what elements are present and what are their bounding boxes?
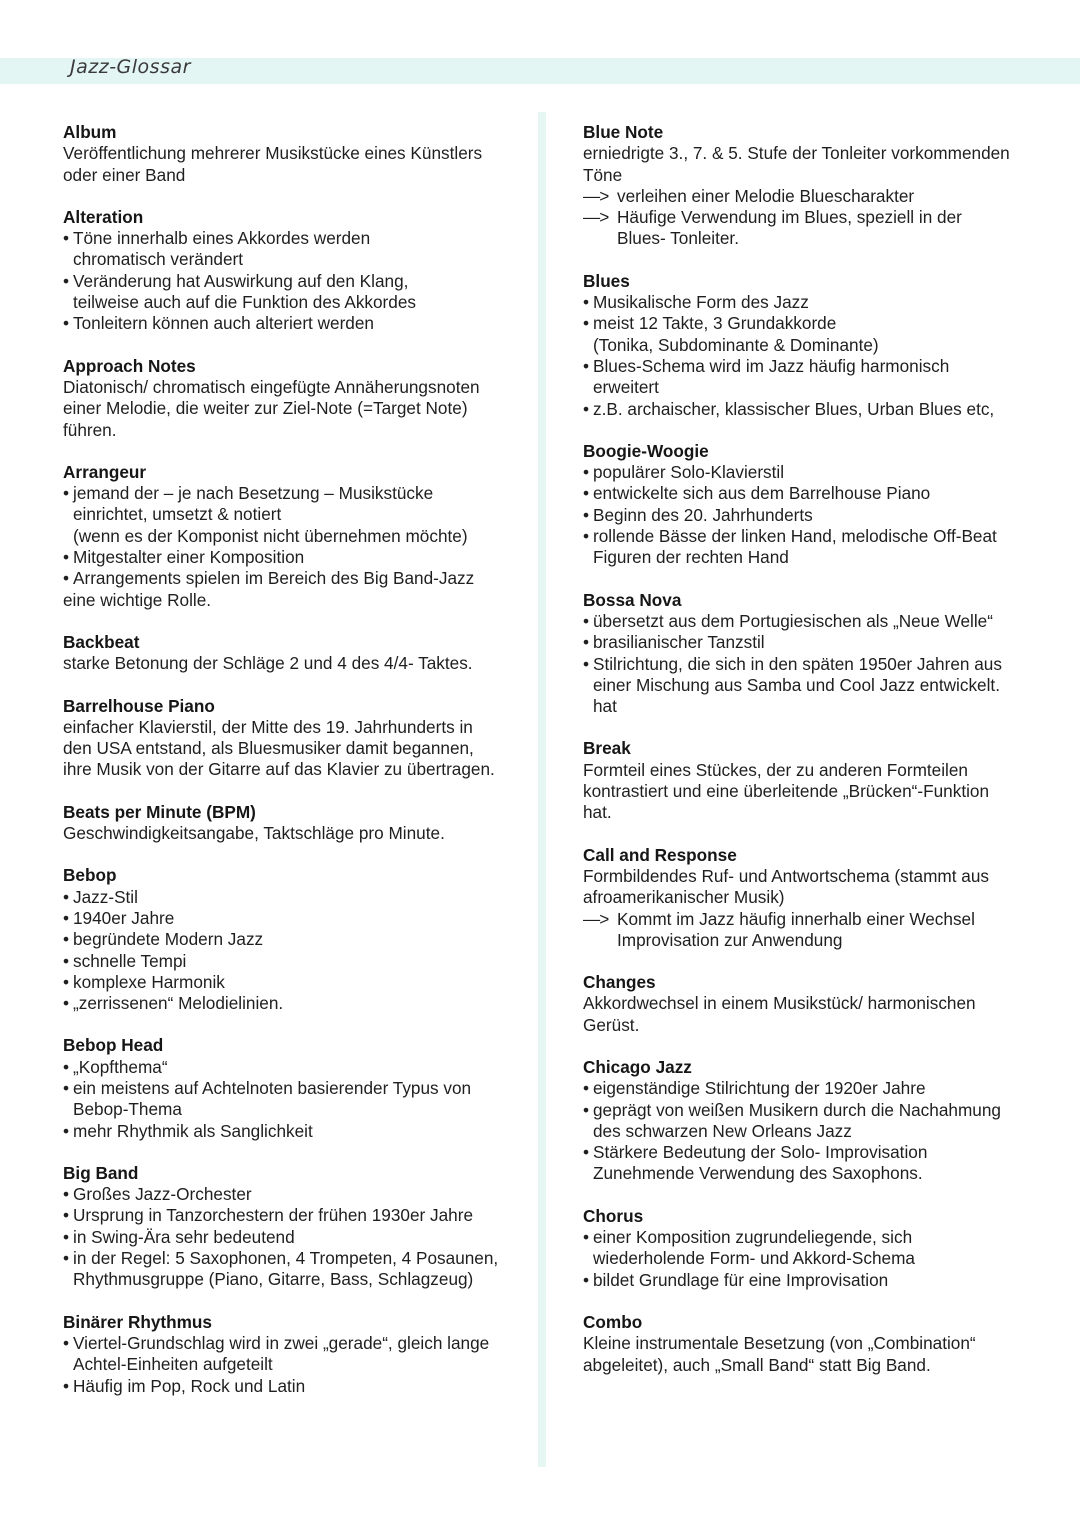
entry-text: abgeleitet), auch „Small Band“ statt Big Band. bbox=[583, 1354, 931, 1375]
entry-text: Veröffentlichung mehrerer Musikstücke eines Künstlers bbox=[63, 143, 483, 164]
arrow-continuation: Blues- Tonleiter. bbox=[617, 228, 739, 249]
entry-chorus bbox=[583, 1206, 1038, 1291]
entry-term: Binärer Rhythmus bbox=[63, 1311, 212, 1332]
entry-arrangeur bbox=[63, 462, 528, 611]
bullet-item: • Töne innerhalb eines Akkordes werden bbox=[63, 228, 528, 249]
column-divider bbox=[538, 112, 546, 1467]
entry-text: einer Melodie, die weiter zur Ziel-Note (=Target Note) bbox=[63, 398, 468, 419]
entry-term: Arrangeur bbox=[63, 461, 147, 482]
entry-term: Chorus bbox=[583, 1205, 644, 1226]
bullet-item: • geprägt von weißen Musikern durch die Nachahmung bbox=[583, 1100, 1038, 1121]
arrow-continuation: Improvisation zur Anwendung bbox=[617, 929, 843, 950]
entry-text: afroamerikanischer Musik) bbox=[583, 887, 785, 908]
bullet-item: • Stärkere Bedeutung der Solo- Improvisation bbox=[583, 1142, 1038, 1163]
bullet-continuation: Rhythmusgruppe (Piano, Gitarre, Bass, Schlagzeug) bbox=[73, 1269, 474, 1290]
bullet-item: • z.B. archaischer, klassischer Blues, Urban Blues etc, bbox=[583, 399, 1038, 420]
entry-term: Album bbox=[63, 122, 117, 142]
bullet-item: • Arrangements spielen im Bereich des Big Band-Jazz bbox=[63, 568, 528, 589]
bullet-item: • Viertel-Grundschlag wird in zwei „gerade“, gleich lange bbox=[63, 1333, 528, 1354]
left-column bbox=[63, 122, 528, 1418]
entry-text: den USA entstand, als Bluesmusiker damit begannen, bbox=[63, 738, 474, 759]
bullet-item: • Mitgestalter einer Komposition bbox=[63, 547, 528, 568]
entry-barrelhouse-piano bbox=[63, 696, 528, 781]
bullet-item: • „zerrissenen“ Melodielinien. bbox=[63, 993, 528, 1014]
entry-term: Blue Note bbox=[583, 122, 664, 142]
entry-text: einfacher Klavierstil, der Mitte des 19. Jahrhunderts in bbox=[63, 716, 473, 737]
entry-alteration bbox=[63, 207, 528, 335]
entry-blues bbox=[583, 271, 1038, 420]
bullet-item: • schnelle Tempi bbox=[63, 951, 528, 972]
entry-term: Boogie-Woogie bbox=[583, 440, 709, 461]
entry-term: Big Band bbox=[63, 1162, 139, 1183]
entry-album bbox=[63, 122, 528, 186]
entry-term: Blues bbox=[583, 270, 630, 291]
entry-term: Alteration bbox=[63, 206, 144, 227]
entry-bebop bbox=[63, 865, 528, 1014]
entry-bossa-nova bbox=[583, 590, 1038, 718]
entry-combo bbox=[583, 1312, 1038, 1376]
entry-chicago-jazz bbox=[583, 1057, 1038, 1185]
bullet-item: • mehr Rhythmik als Sanglichkeit bbox=[63, 1121, 528, 1142]
bullet-continuation: (Tonika, Subdominante & Dominante) bbox=[593, 334, 879, 355]
bullet-continuation: Achtel-Einheiten aufgeteilt bbox=[73, 1354, 273, 1375]
bullet-item: • 1940er Jahre bbox=[63, 908, 528, 929]
bullet-continuation: Bebop-Thema bbox=[73, 1099, 182, 1120]
bullet-item: • einer Komposition zugrundeliegende, sich bbox=[583, 1227, 1038, 1248]
bullet-item: • „Kopfthema“ bbox=[63, 1057, 528, 1078]
bullet-item: • jemand der – je nach Besetzung – Musikstücke bbox=[63, 483, 528, 504]
arrow-item: —> Kommt im Jazz häufig innerhalb einer Wechsel bbox=[583, 909, 1038, 930]
entry-term: Combo bbox=[583, 1311, 643, 1332]
entry-term: Chicago Jazz bbox=[583, 1056, 692, 1077]
bullet-continuation: wiederholende Form- und Akkord-Schema bbox=[593, 1248, 915, 1269]
entry-text: kontrastiert und eine überleitende „Brücken“-Funktion bbox=[583, 781, 990, 802]
bullet-continuation: erweitert bbox=[593, 377, 659, 398]
entry-text: Formteil eines Stückes, der zu anderen Formteilen bbox=[583, 759, 968, 780]
bullet-item: • Veränderung hat Auswirkung auf den Klang, bbox=[63, 271, 528, 292]
entry-term: Beats per Minute (BPM) bbox=[63, 801, 256, 822]
entry-text: Akkordwechsel in einem Musikstück/ harmonischen bbox=[583, 993, 976, 1014]
entry-binaerer-rhythmus bbox=[63, 1312, 528, 1397]
entry-text: führen. bbox=[63, 419, 117, 440]
bullet-continuation: teilweise auch auf die Funktion des Akkordes bbox=[73, 292, 416, 313]
bullet-item: • Beginn des 20. Jahrhunderts bbox=[583, 505, 1038, 526]
entry-text: Gerüst. bbox=[583, 1014, 640, 1035]
entry-text: eine wichtige Rolle. bbox=[63, 589, 212, 610]
arrow-item: —> verleihen einer Melodie Bluescharakter bbox=[583, 186, 1038, 207]
entry-text: Töne bbox=[583, 164, 623, 185]
bullet-item: • Musikalische Form des Jazz bbox=[583, 292, 1038, 313]
bullet-item: • populärer Solo-Klavierstil bbox=[583, 462, 1038, 483]
entry-bpm bbox=[63, 802, 528, 845]
bullet-item: • Jazz-Stil bbox=[63, 887, 528, 908]
entry-term: Changes bbox=[583, 972, 656, 993]
entry-term: Call and Response bbox=[583, 844, 737, 865]
bullet-continuation: Figuren der rechten Hand bbox=[593, 547, 789, 568]
bullet-item: • ein meistens auf Achtelnoten basierender Typus von bbox=[63, 1078, 528, 1099]
entry-term: Bebop bbox=[63, 865, 117, 886]
entry-text: oder einer Band bbox=[63, 164, 186, 185]
bullet-item: • eigenständige Stilrichtung der 1920er Jahre bbox=[583, 1078, 1038, 1099]
bullet-item: • komplexe Harmonik bbox=[63, 972, 528, 993]
entry-term: Approach Notes bbox=[63, 355, 196, 376]
bullet-item: • übersetzt aus dem Portugiesischen als „Neue Welle“ bbox=[583, 611, 1038, 632]
entry-blue-note bbox=[583, 122, 1038, 250]
entry-text: hat. bbox=[583, 802, 612, 823]
entry-big-band bbox=[63, 1163, 528, 1291]
bullet-item: • Stilrichtung, die sich in den späten 1950er Jahren aus bbox=[583, 654, 1038, 675]
bullet-continuation: chromatisch verändert bbox=[73, 249, 244, 270]
bullet-item: • brasilianischer Tanzstil bbox=[583, 632, 1038, 653]
entry-break bbox=[583, 738, 1038, 823]
entry-text: Formbildendes Ruf- und Antwortschema (stammt aus bbox=[583, 865, 989, 886]
bullet-continuation: (wenn es der Komponist nicht übernehmen möchte) bbox=[73, 525, 468, 546]
entry-term: Break bbox=[583, 738, 631, 759]
bullet-item: • Blues-Schema wird im Jazz häufig harmonisch bbox=[583, 356, 1038, 377]
bullet-continuation: des schwarzen New Orleans Jazz bbox=[593, 1120, 852, 1141]
bullet-item: • in Swing-Ära sehr bedeutend bbox=[63, 1227, 528, 1248]
entry-text: Diatonisch/ chromatisch eingefügte Annäherungsnoten bbox=[63, 376, 480, 397]
bullet-continuation: Zunehmende Verwendung des Saxophons. bbox=[593, 1163, 923, 1184]
entry-backbeat bbox=[63, 632, 528, 675]
arrow-item: —> Häufige Verwendung im Blues, speziell in der bbox=[583, 207, 1038, 228]
bullet-continuation: hat bbox=[593, 696, 617, 717]
bullet-item: • Ursprung in Tanzorchestern der frühen 1930er Jahre bbox=[63, 1205, 528, 1226]
bullet-continuation: einrichtet, umsetzt & notiert bbox=[73, 504, 282, 525]
bullet-item: • in der Regel: 5 Saxophonen, 4 Trompeten, 4 Posaunen, bbox=[63, 1248, 528, 1269]
bullet-item: • Großes Jazz-Orchester bbox=[63, 1184, 528, 1205]
bullet-item: • entwickelte sich aus dem Barrelhouse Piano bbox=[583, 483, 1038, 504]
entry-text: erniedrigte 3., 7. & 5. Stufe der Tonleiter vorkommenden bbox=[583, 143, 1010, 164]
entry-changes bbox=[583, 972, 1038, 1036]
entry-boogie-woogie bbox=[583, 441, 1038, 569]
page-title: Jazz-Glossar bbox=[70, 56, 191, 78]
entry-text: starke Betonung der Schläge 2 und 4 des 4/4- Taktes. bbox=[63, 653, 473, 674]
entry-text: Geschwindigkeitsangabe, Taktschläge pro Minute. bbox=[63, 823, 445, 844]
bullet-item: • Häufig im Pop, Rock und Latin bbox=[63, 1376, 528, 1397]
bullet-item: • bildet Grundlage für eine Improvisation bbox=[583, 1270, 1038, 1291]
entry-call-and-response bbox=[583, 845, 1038, 951]
entry-approach-notes bbox=[63, 356, 528, 441]
entry-term: Bossa Nova bbox=[583, 589, 682, 610]
bullet-item: • meist 12 Takte, 3 Grundakkorde bbox=[583, 313, 1038, 334]
bullet-continuation: einer Mischung aus Samba und Cool Jazz entwickelt. bbox=[593, 674, 1000, 695]
bullet-item: • rollende Bässe der linken Hand, melodische Off-Beat bbox=[583, 526, 1038, 547]
right-column bbox=[583, 122, 1038, 1397]
entry-term: Barrelhouse Piano bbox=[63, 695, 215, 716]
entry-term: Backbeat bbox=[63, 631, 140, 652]
entry-text: Kleine instrumentale Besetzung (von „Combination“ bbox=[583, 1333, 976, 1354]
bullet-item: • Tonleitern können auch alteriert werden bbox=[63, 313, 528, 334]
entry-term: Bebop Head bbox=[63, 1035, 164, 1056]
entry-bebop-head bbox=[63, 1035, 528, 1141]
entry-text: ihre Musik von der Gitarre auf das Klavier zu übertragen. bbox=[63, 759, 495, 780]
bullet-item: • begründete Modern Jazz bbox=[63, 929, 528, 950]
